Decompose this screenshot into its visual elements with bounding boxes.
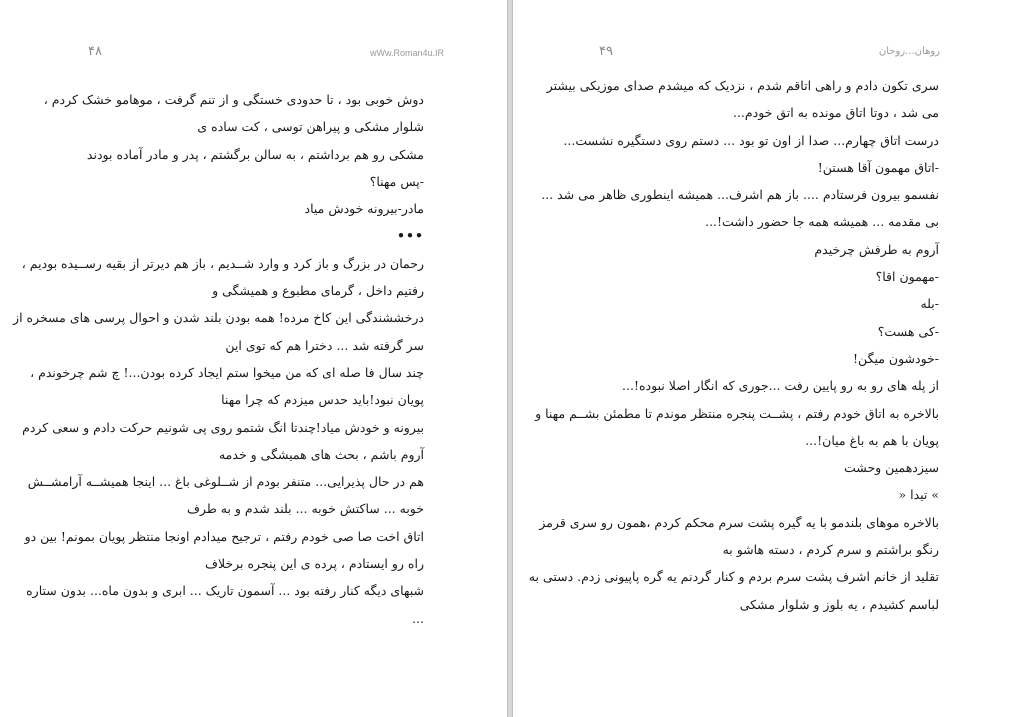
text-line: بی مقدمه ... همیشه همه جا حضور داشت!...	[705, 214, 939, 230]
text-line: -کی هست؟	[877, 323, 939, 339]
text-line: راه رو ایستادم ، پرده ی این پنجره برخلاف	[205, 556, 424, 572]
right-page-number: ۴۹	[599, 44, 613, 59]
left-page-number: ۴۸	[88, 44, 102, 59]
left-page	[0, 0, 508, 717]
text-line: آروم باشم ، بحث های همیشگی و خدمه	[218, 446, 424, 462]
text-line: درخششندگی این کاخ مرده! همه بودن بلند شدن و احوال پرسی های مسخره از	[13, 310, 424, 326]
text-line: رفتیم داخل ، گرمای مطبوع و همیشگی و	[212, 283, 424, 299]
text-line: از پله های رو به رو پایین رفت ...جوری که انگار اصلا نبوده!...	[622, 378, 939, 394]
text-line: هم در حال پذیرایی... متنفر بودم از شــلوغی باغ ... اینجا همیشــه آرامشــش	[27, 474, 424, 490]
chapter-subtitle: » تیدا «	[898, 487, 939, 503]
text-line: پویان نبود!باید حدس میزدم که چرا مهنا	[221, 392, 424, 408]
text-line: سری تکون دادم و راهی اتاقم شدم ، نزدیک که میشدم صدای موزیکی بیشتر	[546, 78, 939, 93]
text-line: مادر-بیرونه خودش میاد	[304, 201, 424, 217]
text-line: دوش خوبی بود ، تا حدودی خستگی و از تنم گرفت ، موهامو خشک کردم ،	[43, 92, 424, 107]
section-separator: •••	[397, 228, 424, 244]
text-line: درست اتاق چهارم... صدا از اون تو بود ... دستم روی دستگیره نشست...	[563, 132, 939, 148]
text-line: تقلید از خانم اشرف پشت سرم بردم و کنار گردنم یه گره پاپیونی زدم. دستی به	[528, 569, 939, 585]
text-line: اتاق اخت صا صی خودم رفتم ، ترجیح میدادم اونجا منتظر پویان بمونم! بین دو	[24, 528, 424, 544]
text-line: سر گرفته شد ... دخترا هم که توی این	[225, 337, 424, 353]
text-line: ...	[412, 610, 424, 626]
text-line: بالاخره موهای بلندمو با یه گیره پشت سرم محکم کردم ،همون رو سری قرمز	[539, 514, 939, 530]
text-line: -مهمون اقا؟	[875, 269, 939, 285]
text-line: بیرونه و خودش میاد!چندتا انگ شتمو روی پی شونیم حرکت دادم و سعی کردم	[22, 419, 424, 435]
left-page-text	[13, 86, 424, 632]
right-page-title-header: روهان...روحان	[878, 46, 940, 57]
chapter-title: سیزدهمین وحشت	[844, 460, 939, 476]
text-line: شبهای دیگه کنار رفته بود ... آسمون تاریک ... ابری و بدون ماه... بدون ستاره	[26, 583, 424, 599]
right-page	[512, 0, 1022, 717]
text-line: خوبه ... ساکتش خوبه ... بلند شدم و به طرف	[186, 501, 424, 517]
text-line: مشکی رو هم برداشتم ، به سالن برگشتم ، پدر و مادر آماده بودند	[86, 146, 424, 162]
text-line: می شد ، دوتا اتاق مونده به اتق خودم...	[732, 105, 939, 121]
text-line: بالاخره به اتاق خودم رفتم ، پشــت پنجره منتظر موندم تا مطمئن بشــم مهنا و	[535, 405, 939, 421]
text-line: پویان با هم به باغ میان!...	[805, 432, 939, 448]
text-line: رحمان در بزرگ و باز کرد و وارد شــدیم ، باز هم دیرتر از بقیه رســیده بودیم ،	[21, 255, 424, 271]
text-line: شلوار مشکی و پیراهن توسی ، کت ساده ی	[197, 119, 424, 135]
text-line: لباسم کشیدم ، یه بلوز و شلوار مشکی	[739, 596, 939, 612]
text-line: چند سال فا صله ای که من میخوا ستم ایجاد کرده بودن...! چ شم چرخوندم ،	[30, 364, 424, 380]
text-line: -بله	[920, 296, 939, 312]
right-page-text	[528, 72, 939, 618]
text-line: آروم به طرفش چرخیدم	[814, 241, 939, 257]
text-line: -اتاق مهمون آقا هستن!	[817, 159, 939, 175]
text-line: -خودشون میگن!	[853, 350, 939, 366]
text-line: -پس مهنا؟	[369, 173, 424, 189]
text-line: رنگو براشتم و سرم کردم ، دسته هاشو به	[722, 542, 939, 558]
left-page-site-header: wWw.Roman4u.IR	[370, 48, 445, 58]
text-line: نفسمو بیرون فرستادم .... باز هم اشرف... همیشه اینطوری ظاهر می شد ...	[541, 187, 939, 203]
